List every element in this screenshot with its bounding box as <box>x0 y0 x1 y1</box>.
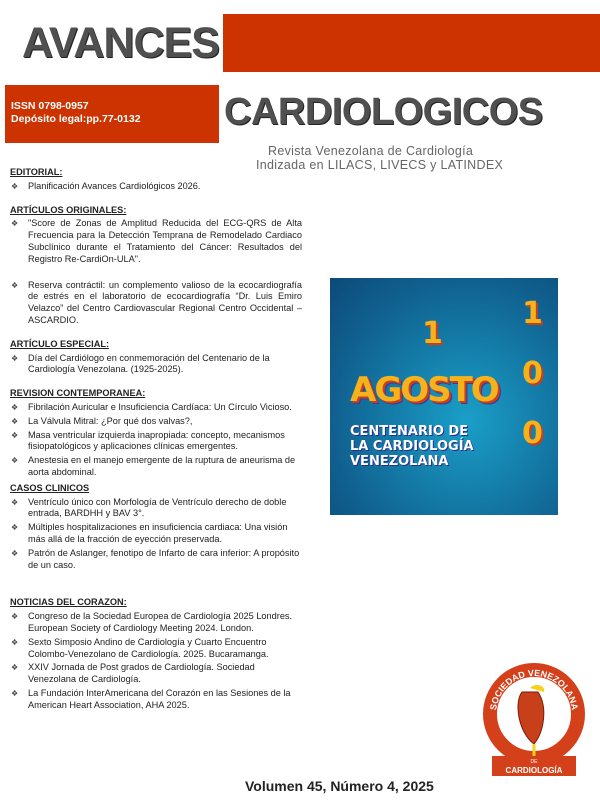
poster-agosto: AGOSTO <box>350 370 498 410</box>
deposito-legal: Depósito legal:pp.77-0132 <box>11 113 141 125</box>
issn-box <box>5 85 219 143</box>
poster-line: CENTENARIO DE <box>350 424 469 439</box>
section-heading: EDITORIAL: <box>10 167 63 177</box>
issn: ISSN 0798-0957 <box>11 100 89 112</box>
logo-arc-text: SOCIEDAD VENEZOLANA <box>488 667 580 711</box>
article-item[interactable]: ❖ Reserva contráctil: un complemento valioso de la ecocardiografía de estrés en el laboratorio de ecocardiografía “Dr. Luis Emiro Velazco” del Centro Cardiovascular Regional Centro Occidental – ASCARDIO. <box>10 280 302 327</box>
article-item[interactable]: ❖ La Fundación InterAmericana del Corazón en las Sesiones de la American Heart Association, AHA 2025. <box>10 688 302 712</box>
article-item[interactable]: ❖ Patrón de Aslanger, fenotipo de Infarto de cara inferior: A propósito de un caso. <box>10 548 302 572</box>
title-cardiologicos: CARDIOLOGICOS <box>224 91 543 133</box>
subtitle-line: Revista Venezolana de Cardiología <box>268 144 474 158</box>
section-heading: CASOS CLINICOS <box>10 482 90 493</box>
digit: 0 <box>522 416 543 451</box>
section-heading: ARTÍCULOS ORIGINALES: <box>10 204 127 215</box>
article-item[interactable]: ❖ Anestesia en el manejo emergente de la ruptura de aneurisma de aorta abdominal. <box>10 455 302 479</box>
article-item[interactable]: ❖ Ventrículo único con Morfología de Ventrículo derecho de doble entrada, BARDHH y BAV 3°. <box>10 497 302 521</box>
logo-banner-text: CARDIOLOGÍA <box>505 766 563 775</box>
red-banner <box>223 14 600 72</box>
article-item[interactable]: ❖ XXIV Jornada de Post grados de Cardiología. Sociedad Venezolana de Cardiología. <box>10 662 302 686</box>
digit: 1 <box>422 316 443 351</box>
section-heading: NOTICIAS DEL CORAZON: <box>10 597 127 608</box>
article-item[interactable]: ❖ Día del Cardiólogo en conmemoración del Centenario de la Cardiología Venezolana. (1925-2025). <box>10 353 302 377</box>
poster-caption <box>350 424 474 469</box>
digit: 1 <box>522 296 543 331</box>
digit: 0 <box>522 356 543 391</box>
article-item[interactable]: ❖ Congreso de la Sociedad Europea de Cardiología 2025 Londres. European Society of Cardiology Meeting 2024. London. <box>10 611 302 635</box>
article-item[interactable]: ❖ La Válvula Mitral: ¿Por qué dos valvas?, <box>10 416 302 428</box>
centenary-poster <box>330 278 558 515</box>
article-item[interactable]: ❖ Planificación Avances Cardiológicos 2026. <box>10 181 302 193</box>
logo-de: DE <box>530 759 538 765</box>
article-item[interactable]: ❖ Múltiples hospitalizaciones en insuficiencia cardiaca: Una visión más allá de la fracción de eyección preservada. <box>10 522 302 546</box>
table-of-contents <box>10 163 302 711</box>
article-item[interactable]: ❖ Fibrilación Auricular e Insuficiencia Cardíaca: Un Círculo Vicioso. <box>10 402 302 414</box>
article-item[interactable]: ❖ Masa ventricular izquierda inapropiada: concepto, mecanismos fisiopatológicos y aplicaciones clínicas emergentes. <box>10 430 302 454</box>
sociedad-logo <box>478 652 590 780</box>
article-item[interactable]: ❖ "Score de Zonas de Amplitud Reducida del ECG-QRS de Alta Frecuencia para la Detección Temprana de Remodelado Cardiaco Subclínico durante el Tratamiento del Cáncer: Resultados del Registro Re-CardiOn-ULA". <box>10 218 302 265</box>
section-heading: REVISION CONTEMPORANEA: <box>10 388 146 399</box>
section-heading: ARTÍCULO ESPECIAL: <box>10 338 110 349</box>
volume-number: Volumen 45, Número 4, 2025 <box>245 778 434 794</box>
poster-line: LA CARDIOLOGÍA <box>350 439 474 454</box>
article-item[interactable]: ❖ Sexto Simposio Andino de Cardiología y Cuarto Encuentro Colombo-Venezolano de Cardiología. 2025. Bucaramanga. <box>10 637 302 661</box>
subtitle-line: Indizada en LILACS, LIVECS y LATINDEX <box>256 158 504 172</box>
title-avances: AVANCES <box>22 19 219 67</box>
poster-line: VENEZOLANA <box>350 454 449 469</box>
